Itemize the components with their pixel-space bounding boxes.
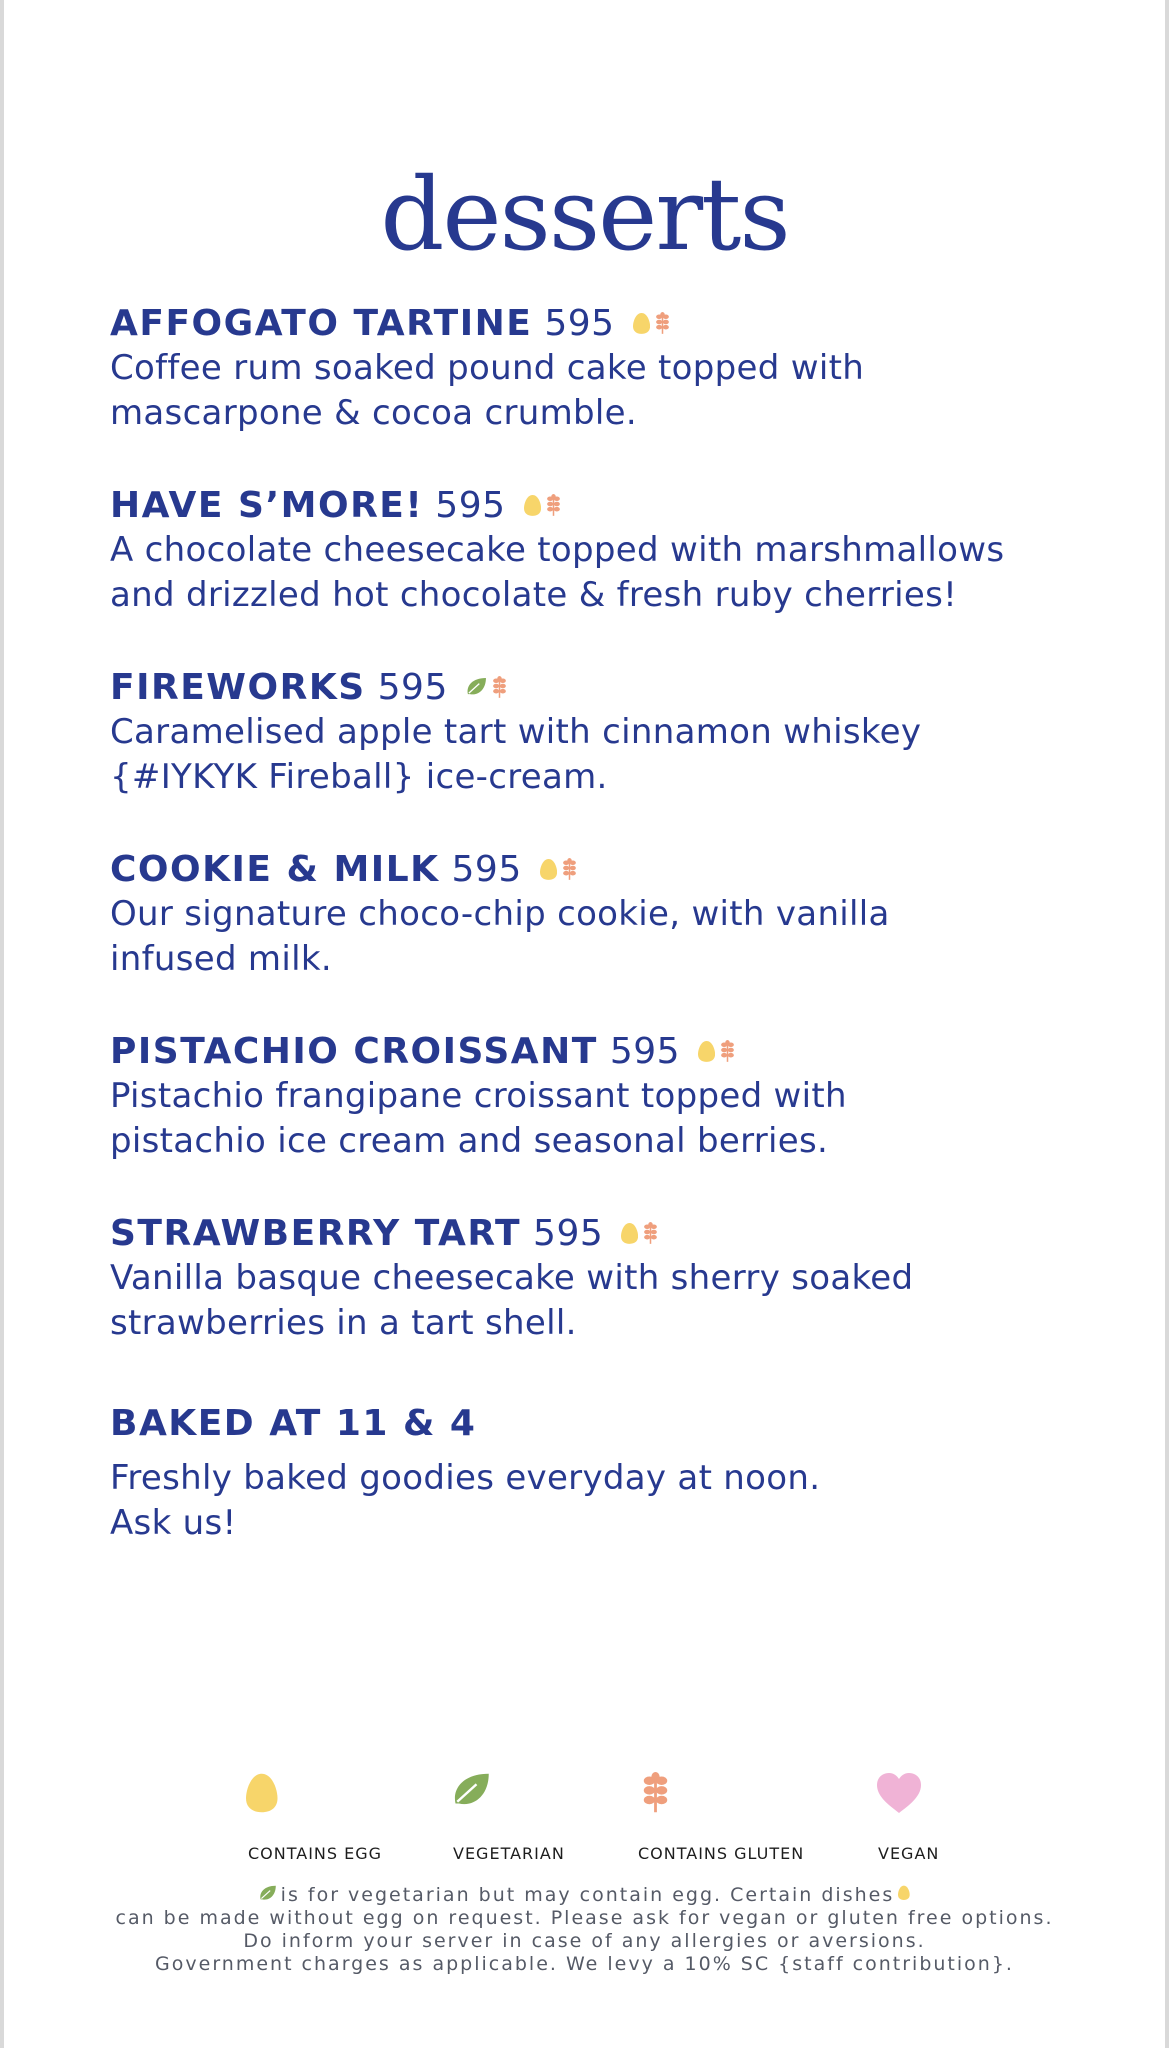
gluten-icon [641, 1222, 660, 1245]
dietary-tags [698, 1040, 737, 1063]
menu-item-name: AFFOGATO TARTINE [110, 302, 533, 344]
description-line: A chocolate cheesecake topped with marshmallows [110, 530, 1005, 570]
baked-section [110, 1400, 1070, 1546]
menu-item-description [110, 1074, 1070, 1164]
menu-item-name: FIREWORKS [110, 666, 366, 708]
footnote-line-3: Do inform your server in case of any allergies or aversions. [243, 1930, 926, 1952]
menu-item [110, 482, 1070, 618]
menu-item-price: 595 [451, 848, 522, 890]
page-edge-right [1165, 0, 1169, 2048]
menu-item-header [110, 846, 1070, 892]
legend-label: VEGETARIAN [453, 1844, 565, 1863]
egg-icon [698, 1040, 715, 1063]
description-line: strawberries in a tart shell. [110, 1303, 577, 1343]
menu-item [110, 846, 1070, 982]
gluten-icon [490, 676, 509, 699]
egg-icon [246, 1772, 278, 1818]
menu-item-name: PISTACHIO CROISSANT [110, 1030, 598, 1072]
menu-item [110, 300, 1070, 436]
vegan-icon [876, 1772, 922, 1818]
vegetarian-icon [466, 677, 487, 696]
menu-item [110, 1028, 1070, 1164]
footnote-line-2: can be made without egg on request. Please ask for vegan or gluten free options. [115, 1907, 1054, 1929]
menu-item-header [110, 482, 1070, 528]
menu-item-price: 595 [544, 302, 615, 344]
menu-item-description [110, 892, 1070, 982]
menu-item-description [110, 710, 1070, 800]
egg-icon [621, 1222, 638, 1245]
dietary-tags [540, 858, 579, 881]
vegetarian-icon [452, 1772, 491, 1811]
menu-item-price: 595 [609, 1030, 681, 1072]
menu-item-header [110, 664, 1070, 710]
menu-item-description [110, 1256, 1070, 1346]
description-line: Pistachio frangipane croissant topped with [110, 1076, 847, 1116]
allergen-legend [0, 1772, 1169, 1862]
description-line: infused milk. [110, 939, 332, 979]
egg-icon [633, 312, 650, 335]
description-line: Coffee rum soaked pound cake topped with [110, 348, 865, 388]
description-line: and drizzled hot chocolate & fresh ruby cherries! [110, 575, 958, 615]
description-line: {#IYKYK Fireball} ice-cream. [110, 757, 608, 797]
menu-item-description [110, 346, 1070, 436]
description-line: Vanilla basque cheesecake with sherry soaked [110, 1258, 914, 1298]
baked-title: BAKED AT 11 & 4 [110, 1402, 477, 1444]
page-title: desserts [380, 156, 789, 273]
menu-item [110, 664, 1070, 800]
menu-item-price: 595 [377, 666, 448, 708]
menu-item-header [110, 1210, 1070, 1256]
menu-item-name: HAVE S’MORE! [110, 484, 424, 526]
menu-item-price: 595 [533, 1212, 604, 1254]
menu-item-header [110, 1028, 1070, 1074]
gluten-icon [718, 1040, 737, 1063]
dietary-tags [621, 1222, 660, 1245]
menu-item-header [110, 300, 1070, 346]
menu-item-description [110, 528, 1070, 618]
description-line: Our signature choco-chip cookie, with vanilla [110, 894, 890, 934]
dietary-tags [633, 312, 672, 335]
menu-item [110, 1210, 1070, 1346]
footnote-line-4: Government charges as applicable. We levy a 10% SC {staff contribution}. [155, 1953, 1014, 1975]
gluten-icon [638, 1772, 673, 1818]
legend-label: CONTAINS EGG [248, 1844, 383, 1863]
gluten-icon [544, 494, 563, 517]
dietary-tags [466, 676, 509, 699]
vegetarian-icon [259, 1884, 277, 1907]
gluten-icon [560, 858, 579, 881]
footnote-line-1 [0, 1884, 1169, 1907]
egg-icon [524, 494, 541, 517]
legend-label: VEGAN [878, 1844, 940, 1863]
menu-item-name: STRAWBERRY TART [110, 1212, 522, 1254]
legend-label: CONTAINS GLUTEN [638, 1844, 805, 1863]
description-line: Ask us! [110, 1503, 237, 1543]
menu-item-name: COOKIE & MILK [110, 848, 440, 890]
menu-list [110, 300, 1070, 1592]
baked-description [110, 1456, 1070, 1546]
menu-item-price: 595 [435, 484, 506, 526]
dietary-tags [524, 494, 563, 517]
description-line: pistachio ice cream and seasonal berries. [110, 1121, 829, 1161]
description-line: Freshly baked goodies everyday at noon. [110, 1458, 821, 1498]
description-line: Caramelised apple tart with cinnamon whiskey [110, 712, 922, 752]
footnotes [0, 1884, 1169, 1976]
baked-header [110, 1400, 1070, 1446]
footnote-text: is for vegetarian but may contain egg. Certain dishes [280, 1884, 895, 1906]
page-edge-left [0, 0, 4, 2048]
gluten-icon [653, 312, 672, 335]
egg-icon [898, 1884, 910, 1907]
egg-icon [540, 858, 557, 881]
description-line: mascarpone & cocoa crumble. [110, 393, 637, 433]
